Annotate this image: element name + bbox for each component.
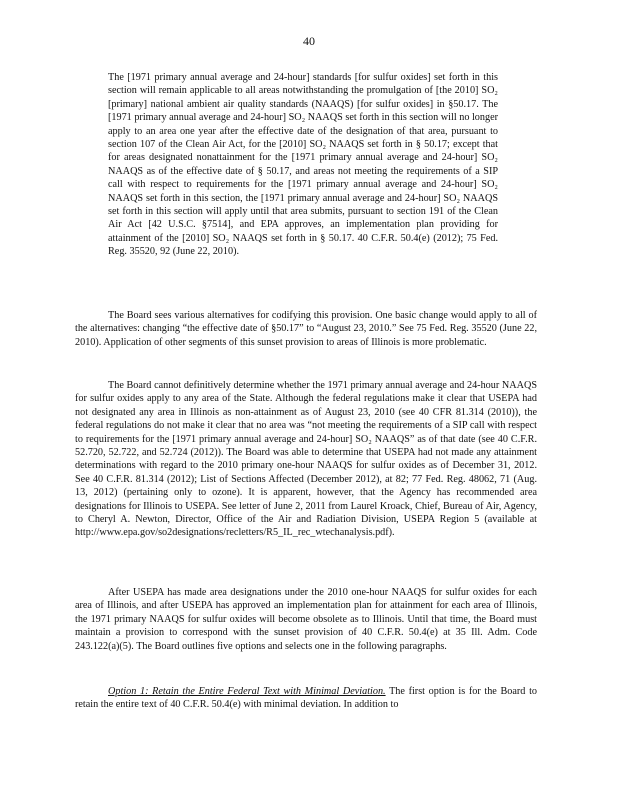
option-1-body: The first option is for the Board to retain the entire text of 40 C.F.R. 50.4(e) with minimal deviation. In addition to: [75, 686, 537, 711]
option-1-heading: Option 1: Retain the Entire Federal Text with Minimal Deviation.: [108, 686, 386, 697]
paragraph-determination: The Board cannot definitively determine whether the 1971 primary annual average and 24-hour NAAQS for sulfur oxides apply to any area of the State. Although the federal regulations make it clear that USEPA had not designated any area in Illinois as non-attainment as of August 23, 2010 (see 40 CFR 81.314 (2010)), the federal regulations do not make it clear that no area was “not meeting the requirements of a SIP call with respect to requirements for the [1971 primary annual average and 24-hour] SO₂ NAAQS” as of that date (see 40 C.F.R. 52.720, 52.722, and 52.724 (2012)). The Board was able to determine that USEPA had not made any attainment determinations with regard to the 2010 primary one-hour NAAQS for sulfur oxides as of December 31, 2012. See 40 C.F.R. 81.314 (2012); List of Sections Affected (December 2012), at 82; 77 Fed. Reg. 48062, 71 (Aug. 13, 2012) (pertaining only to ozone). It is apparent, however, that the Agency has recommended area designations for Illinois to USEPA. See letter of June 2, 2011 from Laurel Kroack, Chief, Bureau of Air, Agency, to Cheryl A. Newton, Director, Office of the Air and Radiation Division, USEPA Region 5 (available at http://www.epa.gov/so2designations/recletters/R5_IL_rec_wtechanalysis.pdf).: [75, 380, 537, 539]
paragraph-option-1: [75, 685, 537, 712]
page-number: 40: [303, 34, 315, 48]
paragraph-designations: After USEPA has made area designations under the 2010 one-hour NAAQS for sulfur oxides for each area of Illinois, and after USEPA has approved an implementation plan for attainment for each area of Illinois, the 1971 primary NAAQS for sulfur oxides will become obsolete as to Illinois. Until that time, the Board must maintain a provision to correspond with the sunset provision of 40 C.F.R. 50.4(e) at 35 Ill. Adm. Code 243.122(a)(5). The Board outlines five options and selects one in the following paragraphs.: [75, 587, 537, 652]
block-quote-regulation-text: The [1971 primary annual average and 24-hour] standards [for sulfur oxides] set forth in this section will remain applicable to all areas notwithstanding the promulgation of [the 2010] SO₂ [primary] national ambient air quality standards (NAAQS) [for sulfur oxides] in §50.17. The [1971 primary annual average and 24-hour] SO₂ NAAQS set forth in this section will no longer apply to an area one year after the effective date of the designation of that area, pursuant to section 107 of the Clean Air Act, for the [2010] SO₂ NAAQS set forth in § 50.17; except that for areas designated nonattainment for the [1971 primary annual average and 24-hour] SO₂ NAAQS as of the effective date of § 50.17, and areas not meeting the requirements of a SIP call with respect to requirements for the [1971 primary annual average and 24-hour] SO₂ NAAQS set forth in this section, the [1971 primary annual average and 24-hour] SO₂ NAAQS set forth in this section will apply until that area submits, pursuant to section 191 of the Clean Air Act [42 U.S.C. §7514], and EPA approves, an implementation plan providing for attainment of the [2010] SO₂ NAAQS set forth in § 50.17. 40 C.F.R. 50.4(e) (2012); 75 Fed. Reg. 35520, 92 (June 22, 2010).: [108, 72, 498, 258]
paragraph-alternatives: The Board sees various alternatives for codifying this provision. One basic change would apply to all of the alternatives: changing “the effective date of §50.17” to “August 23, 2010.” See 75 Fed. Reg. 35520 (June 22, 2010). Application of other segments of this sunset provision to areas of Illinois is more problematic.: [75, 310, 537, 348]
